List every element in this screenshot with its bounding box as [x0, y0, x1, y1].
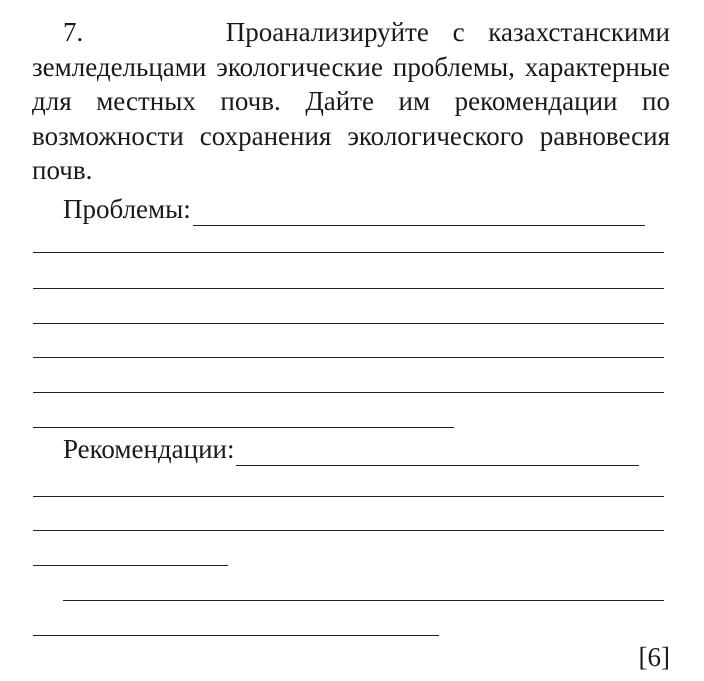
problems-answer-line[interactable]	[33, 252, 664, 253]
task-7	[32, 15, 670, 188]
recommendations-answer-line[interactable]	[63, 600, 664, 601]
recommendations-answer-line[interactable]	[236, 443, 639, 466]
score-marks: [6]	[638, 642, 670, 672]
problems-answer-line[interactable]	[193, 203, 645, 226]
problems-answer-line[interactable]	[33, 288, 664, 289]
recommendations-answer-line[interactable]	[33, 530, 664, 531]
recommendations-answer-line[interactable]	[33, 565, 228, 566]
recommendations-prompt	[63, 432, 639, 466]
problems-prompt	[63, 192, 645, 226]
problems-label: Проблемы:	[63, 194, 191, 224]
task-text: Проанализируйте с казахстанскими земледельцами экологические проблемы, характерные для местных почв. Дайте им рекомендации по возможности сохранения экологического равновесия почв.	[32, 17, 670, 185]
problems-answer-line[interactable]	[33, 392, 664, 393]
task-number: 7.	[63, 17, 84, 47]
recommendations-label: Рекомендации:	[63, 434, 235, 464]
problems-answer-line[interactable]	[33, 357, 664, 358]
recommendations-answer-line[interactable]	[33, 496, 664, 497]
recommendations-answer-line[interactable]	[33, 635, 439, 636]
problems-answer-line[interactable]	[33, 427, 454, 428]
problems-answer-line[interactable]	[33, 323, 664, 324]
